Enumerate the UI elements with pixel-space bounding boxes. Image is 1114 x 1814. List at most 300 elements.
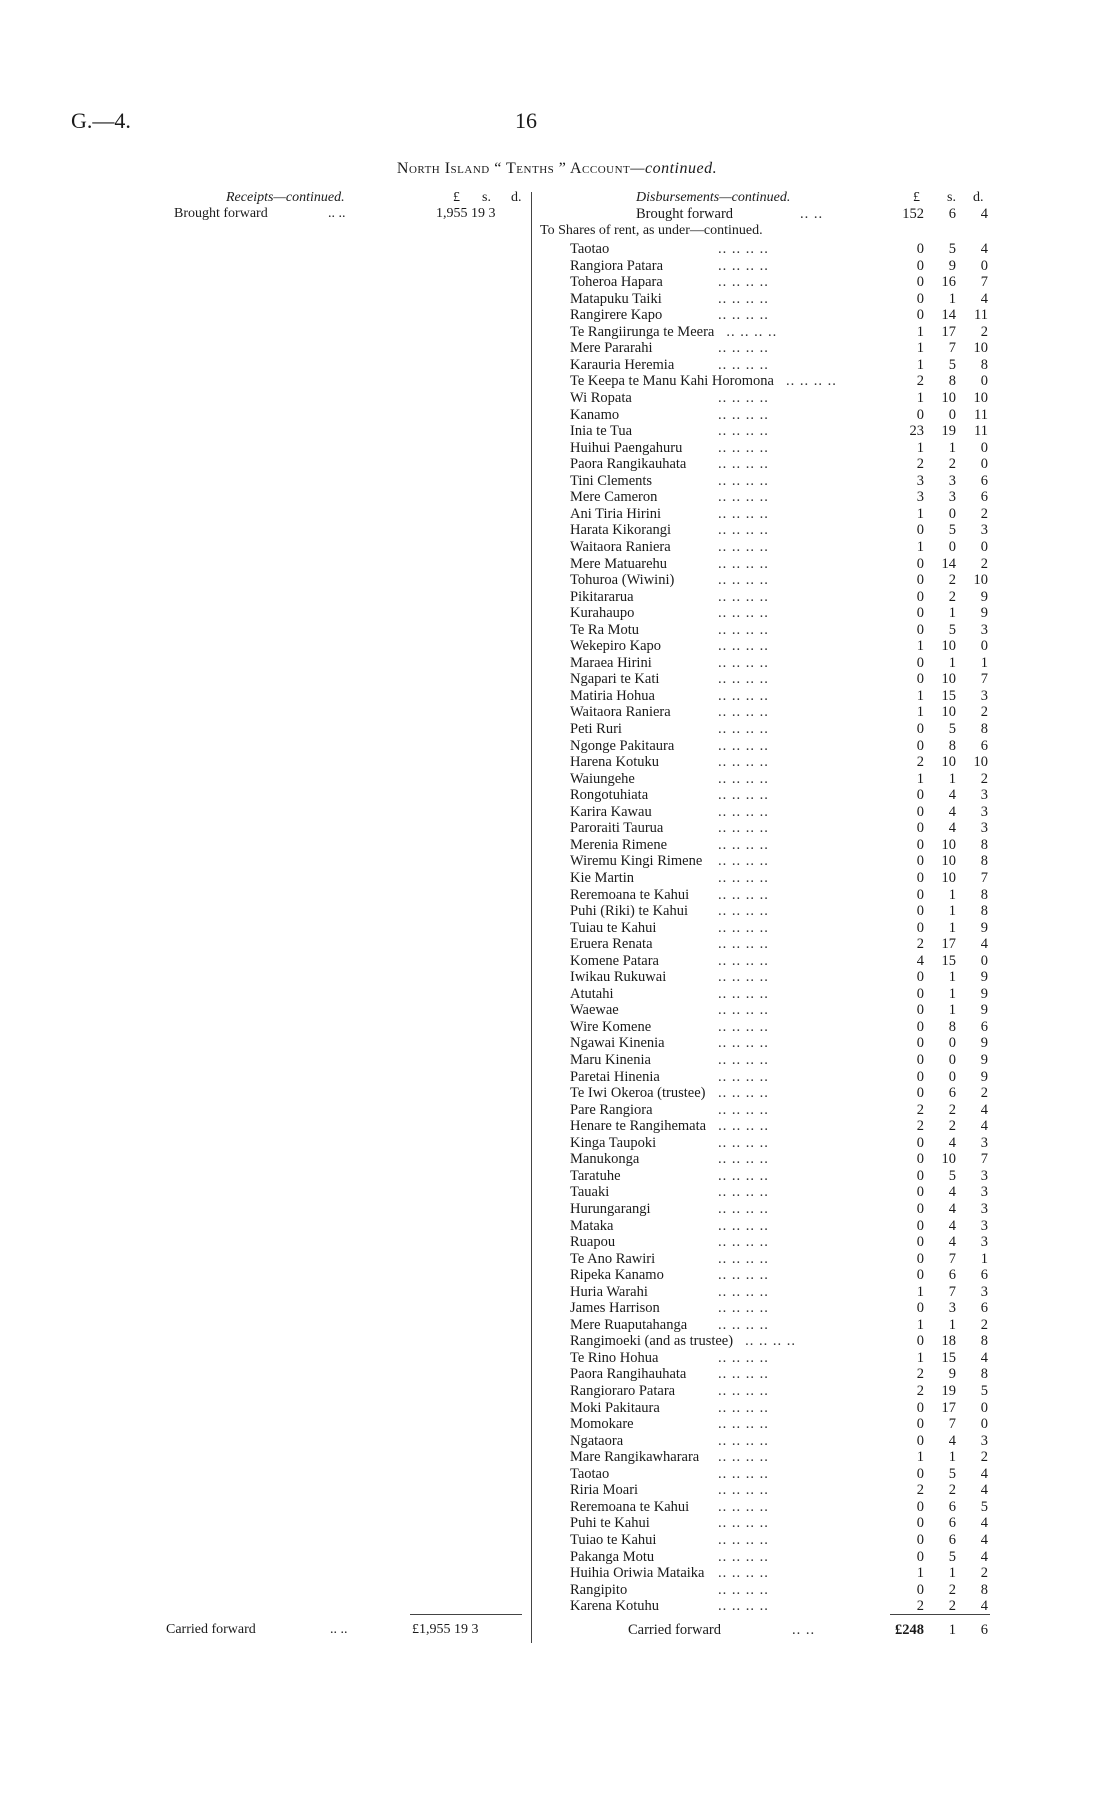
amount-pence: 4 [980,1465,988,1482]
amount-pounds: 2 [916,456,924,473]
amount-shillings: 5 [948,721,956,737]
table-row [570,1317,990,1334]
row-dots: .. .. .. .. [718,704,769,721]
amount-pounds: 1 [916,704,924,721]
payee-name: Mere Cameron [570,489,658,506]
amount-shillings: 17 [941,1399,956,1416]
receipts-total-rule [410,1614,522,1615]
amount-pounds: 0 [916,1217,924,1234]
amount-pounds: 0 [916,654,924,671]
table-row [570,390,990,407]
row-dots: .. .. .. .. [718,1267,769,1284]
amount-pounds: 0 [916,307,924,324]
amount-pence: 10 [973,390,988,406]
table-row [570,1151,990,1168]
table-row [570,820,990,837]
row-dots: .. .. .. .. [718,919,769,936]
payee-name: Te Rino Hohua [570,1349,659,1366]
amount-pounds: 0 [916,671,924,688]
payee-name: Tauaki [570,1184,610,1201]
amount-pence: 10 [973,754,988,771]
amount-pence: 3 [980,1200,988,1217]
row-dots: .. .. .. .. [718,787,769,804]
amount-pence: 9 [980,1002,988,1019]
amount-shillings: 15 [941,687,956,704]
payee-name: Karira Kawau [570,803,652,820]
row-dots: .. .. .. .. [718,1515,769,1532]
amount-shillings: 5 [948,241,956,257]
amount-pounds: 0 [916,257,924,274]
amount-shillings: 1 [948,605,956,622]
row-dots: .. .. [792,1622,816,1638]
table-row [570,771,990,788]
amount-shillings: 2 [948,1101,956,1118]
amount-shillings: 2 [948,1482,956,1499]
row-dots: .. .. .. .. [718,903,769,919]
row-dots: .. .. .. .. [718,1052,769,1068]
payee-name: Pare Rangiora [570,1101,653,1118]
amount-shillings: 4 [948,803,956,820]
table-row [570,1466,990,1483]
payee-name: Matapuku Taiki [570,290,662,307]
amount-pence: 9 [980,919,988,936]
payee-name: Manukonga [570,1151,640,1168]
table-row [570,1532,990,1549]
table-row [570,671,990,688]
table-row [570,1565,990,1582]
amount-shillings: 5 [948,1548,956,1565]
amount-pence: 6 [980,1018,988,1035]
row-dots: .. .. .. .. [718,969,769,986]
payee-name: Mare Rangikawharara [570,1449,700,1466]
amount-pounds: 0 [916,290,924,307]
amount-shillings: 1 [948,985,956,1002]
amount-shillings: 7 [948,1283,956,1300]
amount-pounds: 3 [916,472,924,489]
amount-pounds: 1 [916,687,924,704]
amount-pounds: 23 [909,423,924,440]
amount-shillings: 0 [948,1052,956,1068]
table-row [570,1085,990,1102]
amount-pence: 5 [980,1383,988,1399]
payee-name: Wire Komene [570,1018,652,1035]
row-dots: .. .. .. .. [718,1399,769,1416]
table-row [570,1400,990,1417]
receipts-col-shillings: s. [482,190,491,205]
shares-label [540,223,763,239]
row-dots: .. .. .. .. [718,1002,769,1019]
row-dots: .. .. .. .. [718,1300,769,1317]
amount-shillings: 1 [948,969,956,986]
amount-shillings: 1 [948,903,956,919]
amount-pence: 2 [980,323,988,340]
amount-pence: 2 [980,1449,988,1466]
amount-pounds: 0 [916,1498,924,1515]
amount-shillings: 1 [948,439,956,456]
amount-pounds: 0 [916,1068,924,1085]
amount-shillings: 6 [948,1085,956,1102]
amount-shillings: 10 [941,869,956,886]
table-row [570,473,990,490]
amount-shillings: 5 [948,522,956,539]
payee-name: Rangipito [570,1581,628,1598]
row-dots: .. .. .. .. [718,1118,769,1135]
receipts-carried-forward-dots: .. .. [330,1622,348,1637]
row-dots: .. .. .. .. [718,1200,769,1217]
amount-shillings: 1 [948,919,956,936]
row-dots: .. .. .. .. [718,390,769,406]
row-dots: .. .. .. .. [718,886,769,903]
amount-pounds: 0 [916,1399,924,1416]
row-dots: .. .. .. .. [718,1498,769,1515]
amount-pence: 2 [980,1085,988,1102]
disbursements-brought-forward-label: Brought forward [636,206,734,222]
amount-pence: 0 [980,439,988,456]
row-dots: .. .. .. .. [718,1548,769,1565]
amount-shillings: 18 [941,1333,956,1350]
amount-shillings: 8 [948,1018,956,1035]
row-dots: .. .. .. .. [718,985,769,1002]
row-dots: .. .. .. .. [718,1250,769,1267]
payee-name: Inia te Tua [570,423,633,440]
table-row [570,638,990,655]
table-row [570,1333,990,1350]
amount-pence: 0 [980,456,988,473]
table-row [570,506,990,523]
amount-pounds: 0 [916,1581,924,1598]
amount-pence: 4 [980,1515,988,1532]
amount-pence: 4 [980,936,988,953]
payee-name: Mataka [570,1217,614,1234]
amount-pence: 8 [980,886,988,903]
amount-pence: 8 [980,356,988,373]
payee-name: Eruera Renata [570,936,653,953]
payee-name: Wiremu Kingi Rimene [570,853,703,870]
amount-pounds: 0 [916,1018,924,1035]
row-dots: .. .. .. .. [718,1134,769,1151]
amount-pence: 3 [980,1283,988,1300]
table-row [570,738,990,755]
amount-shillings: 7 [948,1416,956,1432]
amount-shillings: 19 [941,1383,956,1399]
payee-name: Atutahi [570,985,614,1002]
table-row [570,1482,990,1499]
payee-name: Huihia Oriwia Mataika [570,1565,705,1581]
payee-name: Peti Ruri [570,721,622,737]
amount-pence: 0 [980,538,988,555]
amount-shillings: 10 [941,390,956,406]
page-title [0,160,1114,178]
amount-pounds: 1 [916,538,924,555]
row-dots: .. .. .. .. [718,1531,769,1548]
amount-shillings: 0 [948,1035,956,1052]
row-dots: .. .. .. .. [718,522,769,539]
row-dots: .. .. .. .. [718,737,769,754]
amount-pounds: 0 [916,1548,924,1565]
amount-pounds: 0 [916,555,924,572]
amount-shillings: 1 [948,1449,956,1466]
row-dots: .. .. .. .. [718,1482,769,1499]
amount-pence: 2 [980,704,988,721]
row-dots: .. .. .. .. [718,572,769,588]
table-row [570,423,990,440]
table-row [570,572,990,589]
table-row [570,1135,990,1152]
amount-pounds: 0 [916,406,924,423]
table-row [570,1300,990,1317]
payee-name: Kie Martin [570,869,635,886]
row-dots: .. .. .. .. [718,1151,769,1168]
payee-name: Ngonge Pakitaura [570,737,675,754]
table-row [570,1499,990,1516]
payee-name: Ani Tiria Hirini [570,505,662,522]
row-dots: .. .. .. .. [718,1234,769,1250]
payee-name: Ngapari te Kati [570,671,660,688]
amount-pounds: 2 [916,1366,924,1383]
amount-pounds: 0 [916,869,924,886]
payee-name: Kinga Taupoki [570,1134,657,1151]
payee-name: Tuiao te Kahui [570,1531,657,1548]
payee-name: Rangirere Kapo [570,307,663,324]
table-row [570,920,990,937]
amount-pounds: 2 [916,1383,924,1399]
row-dots: .. .. .. .. [718,1465,769,1482]
amount-pounds: 0 [916,1151,924,1168]
amount-shillings: 4 [948,1200,956,1217]
amount-pence: 7 [980,274,988,291]
table-row [570,291,990,308]
table-row [570,1433,990,1450]
payee-name: Ngataora [570,1432,624,1449]
amount-shillings: 0 [948,505,956,522]
receipts-carried-forward-value: £1,955 19 3 [412,1622,479,1637]
row-dots: .. .. .. .. [718,1565,769,1581]
amount-pence: 0 [980,638,988,655]
table-row [570,787,990,804]
shares-label-text: To Shares of rent, as under—continued. [540,223,763,238]
row-dots: .. .. .. .. [718,770,769,787]
amount-pence: 4 [980,1531,988,1548]
amount-pence: 1 [980,654,988,671]
amount-shillings: 6 [948,1267,956,1284]
payee-name: Waitaora Raniera [570,704,671,721]
amount-shillings: 1 [948,1316,956,1333]
amount-shillings: 4 [948,1217,956,1234]
row-dots: .. .. .. .. [718,257,769,274]
payee-name: Rongotuhiata [570,787,649,804]
row-dots: .. .. .. .. [718,1101,769,1118]
table-row [570,1069,990,1086]
amount-pounds: 0 [916,1002,924,1019]
disbursements-col-pounds: £ [913,190,920,205]
row-dots: .. .. .. .. [718,869,769,886]
row-dots: .. .. .. .. [718,356,769,373]
amount-pounds: 1 [916,356,924,373]
payee-name: Riria Moari [570,1482,639,1499]
amount-pounds: 0 [916,588,924,605]
table-row [570,804,990,821]
row-dots: .. .. .. .. [718,439,769,456]
amount-pence: 7 [980,869,988,886]
row-dots: .. .. .. .. [718,290,769,307]
payee-name: Wekepiro Kapo [570,638,662,655]
payee-name: Te Iwi Okeroa (trustee) [570,1085,706,1102]
payee-name: Ripeka Kanamo [570,1267,664,1284]
amount-pence: 9 [980,588,988,605]
table-row [570,1218,990,1235]
row-dots: .. .. .. .. [718,721,769,737]
amount-pence: 3 [980,1167,988,1184]
table-row [570,539,990,556]
amount-pounds: 2 [916,1482,924,1499]
receipts-brought-forward-label: Brought forward [174,206,268,221]
amount-pence: 11 [974,423,988,440]
table-row [570,556,990,573]
payee-name: Huihui Paengahuru [570,439,683,456]
receipts-brought-forward-dots: .. .. [328,206,346,221]
amount-pounds: 0 [916,721,924,737]
amount-pounds: 1 [916,1449,924,1466]
amount-shillings: 4 [948,787,956,804]
table-row [570,1416,990,1433]
amount-pence: 11 [974,307,988,324]
amount-shillings: 0 [948,406,956,423]
amount-pence: 9 [980,1035,988,1052]
table-row [570,1383,990,1400]
payee-name: Ruapou [570,1234,616,1250]
amount-shillings: 2 [948,1581,956,1598]
amount-shillings: 3 [948,1300,956,1317]
payee-name: Waiungehe [570,770,635,787]
amount-shillings: 8 [948,373,956,390]
payee-name: James Harrison [570,1300,660,1317]
payee-name: Waitaora Raniera [570,538,671,555]
table-row [570,870,990,887]
amount-pence: 0 [980,952,988,969]
amount-pounds: 152 [902,206,924,222]
amount-pounds: 1 [916,1316,924,1333]
amount-pounds: 0 [916,1515,924,1532]
row-dots: .. .. .. .. [718,1184,769,1201]
table-row [570,754,990,771]
amount-shillings: 6 [948,1498,956,1515]
amount-pence: 4 [980,1482,988,1499]
table-row [570,1284,990,1301]
payee-name: Mere Pararahi [570,340,653,357]
table-row [570,936,990,953]
amount-shillings: 1 [948,290,956,307]
amount-pence: 3 [980,1134,988,1151]
amount-pence: 3 [980,522,988,539]
amount-pence: 4 [980,1349,988,1366]
amount-pence: 4 [980,1548,988,1565]
table-row [570,1515,990,1532]
receipts-carried-forward-label: Carried forward [166,1622,256,1637]
row-dots: .. .. .. .. [718,274,769,291]
amount-pence: 9 [980,985,988,1002]
amount-shillings: 5 [948,356,956,373]
amount-pounds: 0 [916,572,924,588]
amount-pounds: 0 [916,1531,924,1548]
row-dots: .. .. .. .. [718,1366,769,1383]
payee-name: Taotao [570,241,610,257]
amount-pence: 3 [980,803,988,820]
disbursements-col-pence: d. [973,190,984,205]
amount-pence: 10 [973,572,988,588]
payee-name: Tohuroa (Wiwini) [570,572,675,588]
amount-shillings: 9 [948,1366,956,1383]
payee-name: Mere Ruaputahanga [570,1316,688,1333]
amount-shillings: 17 [941,936,956,953]
amount-shillings: 5 [948,621,956,638]
amount-pence: 8 [980,1333,988,1350]
payee-name: Mere Matuarehu [570,555,668,572]
amount-pounds: 0 [916,903,924,919]
amount-shillings: 0 [948,538,956,555]
table-row [570,1002,990,1019]
amount-shillings: 6 [948,1515,956,1532]
amount-shillings: 10 [941,638,956,655]
amount-shillings: 1 [948,1565,956,1581]
amount-pence: 8 [980,1366,988,1383]
table-row [570,655,990,672]
amount-shillings: 5 [948,1167,956,1184]
table-row [570,1102,990,1119]
table-row [570,1234,990,1251]
table-row [570,324,990,341]
table-row [570,704,990,721]
amount-pounds: 3 [916,489,924,506]
amount-pounds: 1 [916,770,924,787]
table-row [570,953,990,970]
amount-pounds: 2 [916,1598,924,1615]
amount-shillings: 10 [941,754,956,771]
row-dots: .. .. .. .. [718,505,769,522]
amount-pounds: 2 [916,1101,924,1118]
payee-name: Reremoana te Kahui [570,1498,690,1515]
table-row [570,489,990,506]
table-row [570,721,990,738]
amount-pence: 2 [980,1316,988,1333]
amount-pounds: 0 [916,1134,924,1151]
amount-pounds: 0 [916,522,924,539]
table-row [570,373,990,390]
amount-pounds: 2 [916,936,924,953]
payee-name: Harata Kikorangi [570,522,672,539]
amount-shillings: 16 [941,274,956,291]
amount-pounds: 1 [916,390,924,406]
amount-shillings: 19 [941,423,956,440]
amount-pence: 2 [980,1565,988,1581]
payee-name: Matiria Hohua [570,687,655,704]
amount-shillings: 1 [948,770,956,787]
payee-name: Reremoana te Kahui [570,886,690,903]
amount-shillings: 7 [948,1250,956,1267]
table-row [570,1184,990,1201]
amount-pounds: 0 [916,1234,924,1250]
payee-name: Paora Rangikauhata [570,456,687,473]
amount-shillings: 1 [948,1002,956,1019]
amount-shillings: 10 [941,853,956,870]
amount-pence: 4 [980,241,988,257]
amount-pence: 4 [980,1101,988,1118]
amount-pounds: 0 [916,1085,924,1102]
row-dots: .. .. .. .. [718,1383,769,1399]
payee-name: Momokare [570,1416,634,1432]
row-dots: .. .. .. .. [718,621,769,638]
amount-pounds: 1 [916,439,924,456]
column-divider [531,192,532,1643]
